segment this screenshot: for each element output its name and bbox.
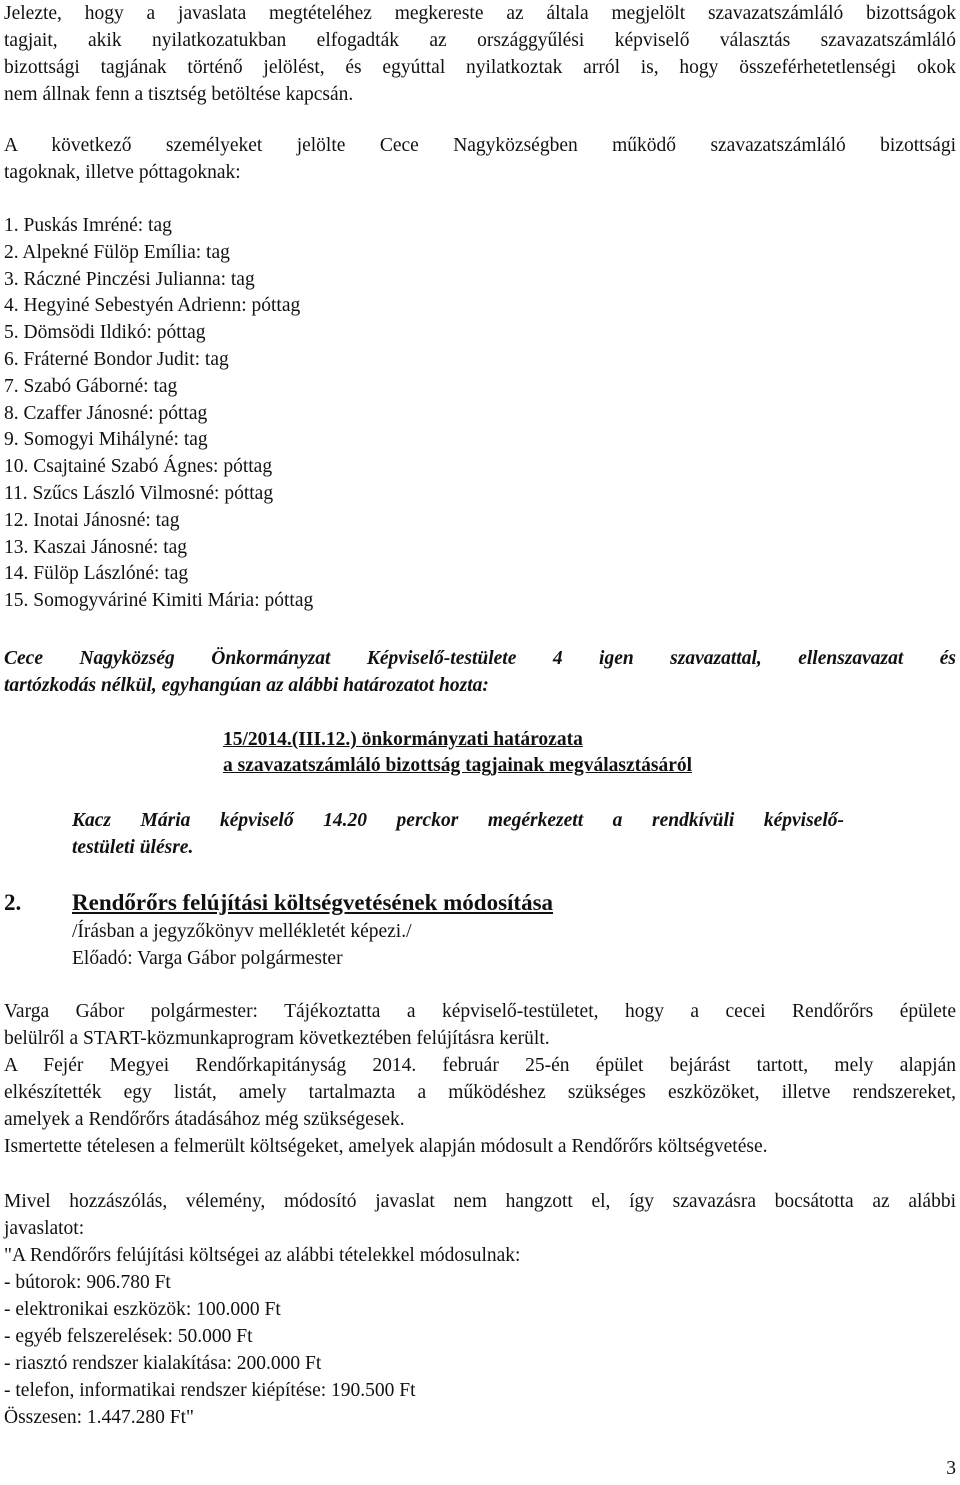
text-line: elkészítették egy listát, amely tartalmazta a működéshez szükséges eszközöket, illetve rendszereket, xyxy=(4,1082,956,1103)
resolution-heading xyxy=(223,727,692,779)
list-item: 15. Somogyváriné Kimiti Mária: póttag xyxy=(4,590,314,612)
list-item: 4. Hegyiné Sebestyén Adrienn: póttag xyxy=(4,295,301,317)
text-line: A Fejér Megyei Rendőrkapitányság 2014. február 25-én épület bejárást tartott, mely alapján xyxy=(4,1055,956,1076)
text-line: Varga Gábor polgármester: Tájékoztatta a képviselő-testületet, hogy a cecei Rendőrőrs épülete xyxy=(4,1001,956,1022)
list-item: 11. Szűcs László Vilmosné: póttag xyxy=(4,482,274,504)
cost-item: - bútorok: 906.780 Ft xyxy=(4,1272,171,1293)
list-item: 14. Fülöp Lászlóné: tag xyxy=(4,563,189,585)
list-item: 9. Somogyi Mihályné: tag xyxy=(4,429,208,451)
text-line: Kacz Mária képviselő 14.20 perckor megérkezett a rendkívüli képviselő- xyxy=(72,810,844,831)
list-item: 5. Dömsödi Ildikó: póttag xyxy=(4,322,206,344)
text-line: belülről a START-közmunkaprogram következtében felújításra került. xyxy=(4,1028,550,1049)
section-meta xyxy=(72,918,412,972)
text-line: testületi ülésre. xyxy=(72,837,194,858)
attachment-note: /Írásban a jegyzőkönyv mellékletét képezi./ xyxy=(72,921,412,942)
nominee-list xyxy=(4,213,313,615)
list-item: 1. Puskás Imréné: tag xyxy=(4,215,172,236)
list-item: 2. Alpekné Fülöp Emília: tag xyxy=(4,241,230,263)
resolution-subject: a szavazatszámláló bizottság tagjainak megválasztásáról xyxy=(223,755,693,776)
text-line: amelyek a Rendőrőrs átadásához még szükségesek. xyxy=(4,1109,405,1130)
presenter-line: Előadó: Varga Gábor polgármester xyxy=(72,948,343,969)
intro-paragraph xyxy=(4,0,956,108)
arrival-note xyxy=(72,807,844,861)
text-line: A következő személyeket jelölte Cece Nagyközségben működő szavazatszámláló bizottsági xyxy=(4,135,956,156)
section-number: 2. xyxy=(4,890,22,915)
page-number: 3 xyxy=(946,1458,956,1479)
list-item: 8. Czaffer Jánosné: póttag xyxy=(4,402,208,424)
text-line: Ismertette tételesen a felmerült költségeket, amelyek alapján módosult a Rendőrőrs költségvetése. xyxy=(4,1136,768,1157)
proposal-paragraph xyxy=(4,1188,956,1431)
cost-total: Összesen: 1.447.280 Ft" xyxy=(4,1407,194,1428)
list-item: 12. Inotai Jánosné: tag xyxy=(4,509,180,531)
text-line: tartózkodás nélkül, egyhangúan az alábbi határozatot hozta: xyxy=(4,675,489,696)
cost-item: - telefon, informatikai rendszer kiépítése: 190.500 Ft xyxy=(4,1380,416,1401)
list-item: 10. Csajtainé Szabó Ágnes: póttag xyxy=(4,456,273,478)
list-item: 3. Ráczné Pinczési Julianna: tag xyxy=(4,268,255,290)
cost-item: - elektronikai eszközök: 100.000 Ft xyxy=(4,1299,281,1320)
text-line: tagjait, akik nyilatkozatukban elfogadták az országgyűlési képviselő választás szavazatszámláló xyxy=(4,30,956,51)
list-item: 7. Szabó Gáborné: tag xyxy=(4,375,178,397)
nominees-intro-paragraph xyxy=(4,132,956,186)
section-heading xyxy=(4,890,553,916)
body-paragraph xyxy=(4,998,956,1160)
text-line: bizottsági tagjának történő jelölést, és egyúttal nyilatkoztak arról is, hogy összeférhetetlenségi okok xyxy=(4,57,956,78)
section-title: Rendőrőrs felújítási költségvetésének módosítása xyxy=(72,890,554,915)
text-line: Cece Nagyközség Önkormányzat Képviselő-testülete 4 igen szavazattal, ellenszavazat és xyxy=(4,648,956,669)
text-line: "A Rendőrőrs felújítási költségei az alábbi tételekkel módosulnak: xyxy=(4,1245,521,1266)
vote-statement xyxy=(4,645,956,699)
list-item: 13. Kaszai Jánosné: tag xyxy=(4,536,188,558)
text-line: nem állnak fenn a tisztség betöltése kapcsán. xyxy=(4,84,354,105)
text-line: tagoknak, illetve póttagoknak: xyxy=(4,162,241,183)
resolution-number: 15/2014.(III.12.) önkormányzati határozata xyxy=(223,729,583,750)
text-line: Mivel hozzászólás, vélemény, módosító javaslat nem hangzott el, így szavazásra bocsátotta az alábbi xyxy=(4,1191,956,1212)
list-item: 6. Fráterné Bondor Judit: tag xyxy=(4,348,229,370)
text-line: Jelezte, hogy a javaslata megtételéhez megkereste az általa megjelölt szavazatszámláló bizottságok xyxy=(4,3,956,24)
cost-item: - riasztó rendszer kialakítása: 200.000 Ft xyxy=(4,1353,322,1374)
cost-item: - egyéb felszerelések: 50.000 Ft xyxy=(4,1326,253,1347)
text-line: javaslatot: xyxy=(4,1218,85,1239)
